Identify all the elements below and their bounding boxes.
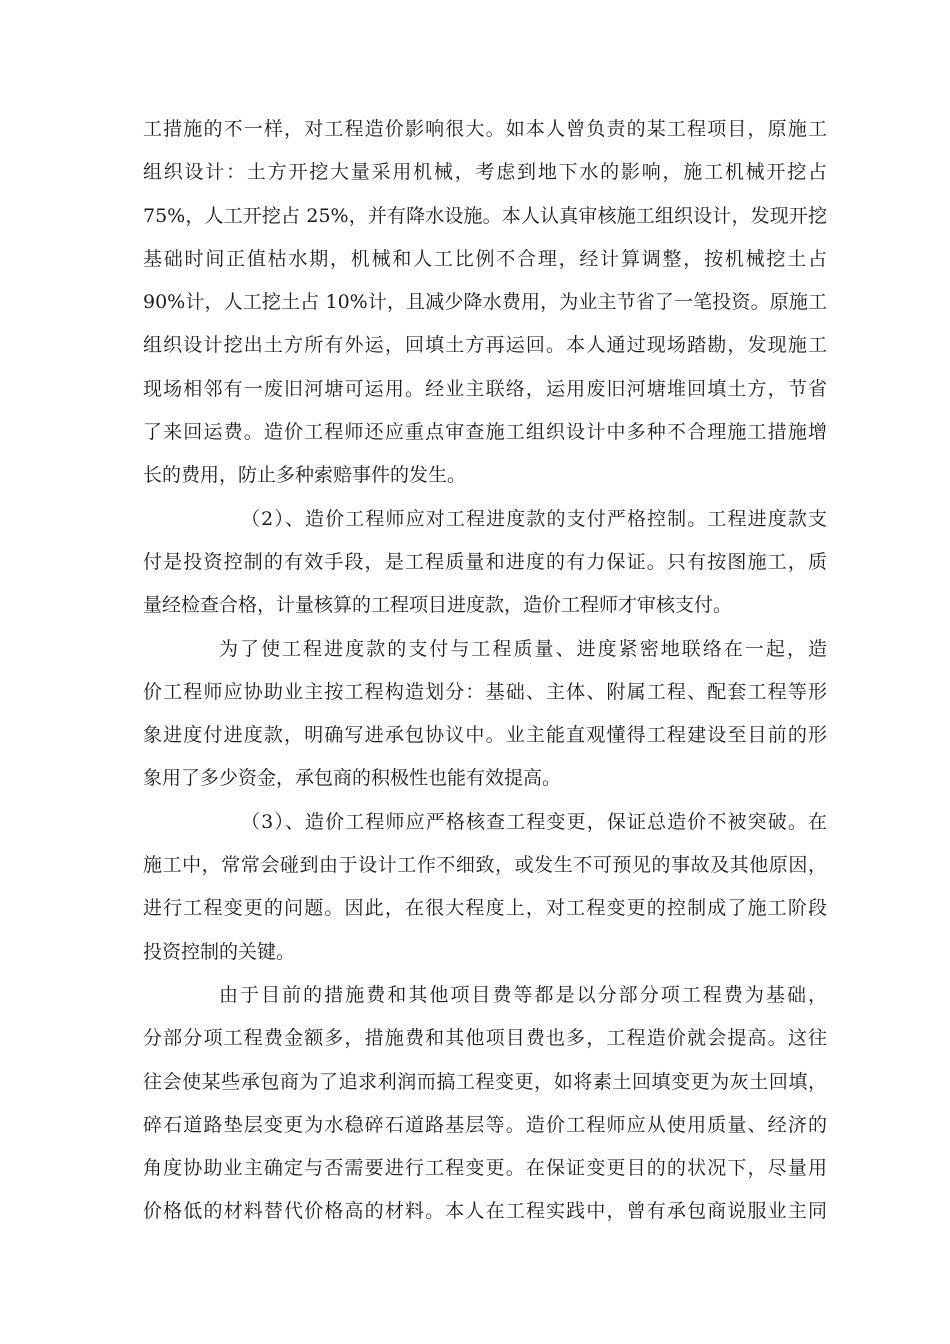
text-line: 分部分项工程费金额多，措施费和其他项目费也多，工程造价就会提高。这往 [143, 1027, 827, 1050]
text-line: 投资控制的关键。 [143, 940, 296, 963]
text-line: 基础时间正值枯水期，机械和人工比例不合理，经计算调整，按机械挖土占 [143, 247, 827, 270]
text-line: 价格低的材料替代价格高的材料。本人在工程实践中，曾有承包商说服业主同 [143, 1200, 827, 1223]
text-line: 了来回运费。造价工程师还应重点审查施工组织设计中多种不合理施工措施增 [143, 421, 827, 444]
text-line: 碎石道路垫层变更为水稳碎石道路基层等。造价工程师应从使用质量、经济的 [143, 1113, 827, 1136]
text-line: 量经检查合格，计量核算的工程项目进度款，造价工程师才审核支付。 [143, 594, 733, 617]
text-line: 施工中，常常会碰到由于设计工作不细致，或发生不可预见的事故及其他原因， [143, 854, 827, 877]
text-line: 角度协助业主确定与否需要进行工程变更。在保证变更目的的状况下，尽量用 [143, 1157, 827, 1180]
text-line: 价工程师应协助业主按工程构造划分：基础、主体、附属工程、配套工程等形 [143, 680, 827, 703]
text-line: 现场相邻有一废旧河塘可运用。经业主联络，运用废旧河塘堆回填土方，节省 [143, 377, 827, 400]
paragraph-first-line: 为了使工程进度款的支付与工程质量、进度紧密地联络在一起，造 [219, 637, 827, 660]
text-line: 进行工程变更的问题。因此，在很大程度上，对工程变更的控制成了施工阶段 [143, 897, 827, 920]
text-line: 往会使某些承包商为了追求利润而搞工程变更，如将素土回填变更为灰土回填， [143, 1070, 827, 1093]
text-line: 组织设计：土方开挖大量采用机械，考虑到地下水的影响，施工机械开挖占 [143, 161, 827, 184]
paragraph-first-line: （2）、造价工程师应对工程进度款的支付严格控制。工程进度款支 [241, 507, 827, 530]
body-text [143, 108, 827, 1234]
text-line: 工措施的不一样，对工程造价影响很大。如本人曾负责的某工程项目，原施工 [143, 118, 827, 140]
text-line: 75%，人工开挖占 25%，并有降水设施。本人认真审核施工组织设计，发现开挖 [143, 204, 827, 227]
text-line: 组织设计挖出土方所有外运，回填土方再运回。本人通过现场踏勘，发现施工 [143, 334, 827, 357]
text-line: 象用了多少资金，承包商的积极性也能有效提高。 [143, 767, 562, 790]
text-line: 付是投资控制的有效手段，是工程质量和进度的有力保证。只有按图施工，质 [143, 550, 827, 573]
text-line: 90%计，人工挖土占 10%计，且减少降水费用，为业主节省了一笔投资。原施工 [143, 291, 827, 314]
text-line: 长的费用，防止多种索赔事件的发生。 [143, 464, 467, 487]
paragraph-first-line: （3）、造价工程师应严格核查工程变更，保证总造价不被突破。在 [241, 810, 827, 833]
text-line: 象进度付进度款，明确写进承包协议中。业主能直观懂得工程建设至目前的形 [143, 724, 827, 747]
paragraph-first-line: 由于目前的措施费和其他项目费等都是以分部分项工程费为基础， [219, 983, 827, 1006]
